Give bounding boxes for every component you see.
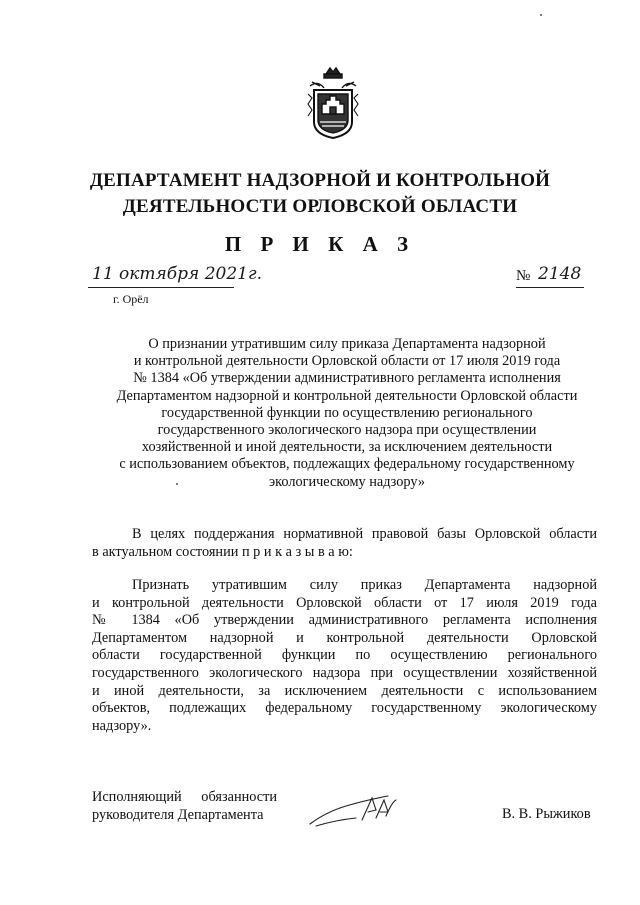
handwritten-number: 2148 bbox=[538, 264, 582, 284]
order-paragraph bbox=[92, 577, 597, 735]
subject-line: О признании утратившим силу приказа Департамента надзорной bbox=[148, 336, 546, 352]
subject-line: государственной функции по осуществлению регионального bbox=[161, 404, 533, 421]
scan-speck bbox=[540, 14, 542, 16]
order-line: и контрольной деятельности Орловской области от 17 июля 2019 года bbox=[92, 594, 597, 611]
signer-position-line: Исполняющий обязанности bbox=[92, 789, 277, 805]
scan-speck bbox=[176, 483, 178, 485]
signer-position-line: руководителя Департамента bbox=[92, 807, 264, 823]
handwritten-signature bbox=[306, 790, 406, 830]
department-title bbox=[0, 168, 640, 220]
subject-line: с использованием объектов, подлежащих федеральному государственному bbox=[119, 456, 575, 473]
signer-position bbox=[92, 788, 277, 824]
order-line: Признать утратившим силу приказ Департамента надзорной bbox=[132, 577, 597, 593]
number-label: № bbox=[516, 268, 531, 284]
document-type-title: П Р И К А З bbox=[224, 232, 416, 256]
preamble-line: В целях поддержания нормативной правовой базы Орловской области bbox=[132, 526, 597, 542]
subject-line: экологическому надзору» bbox=[269, 473, 425, 490]
subject-line: и контрольной деятельности Орловской области от 17 июля 2019 года bbox=[133, 353, 561, 370]
order-line: Департаментом надзорной и контрольной деятельности Орловской bbox=[92, 629, 597, 646]
handwritten-date: 11 октября 2021г. bbox=[92, 264, 262, 284]
order-line: объектов, подлежащих федеральному государственному экологическому bbox=[92, 700, 597, 717]
order-subject bbox=[94, 336, 600, 491]
subject-line: хозяйственной и иной деятельности, за исключением деятельности bbox=[141, 439, 553, 456]
order-line: и иной деятельности, за исключением деятельности с использованием bbox=[92, 682, 597, 699]
order-line: № 1384 «Об утверждении административного регламента исполнения bbox=[92, 612, 597, 629]
date-underline bbox=[88, 287, 234, 288]
order-line: области государственной функции по осуществлению регионального bbox=[92, 647, 597, 664]
number-underline bbox=[516, 287, 584, 288]
preamble-line: в актуальном состоянии п р и к а з ы в а ю: bbox=[92, 543, 353, 560]
department-title-line2: ДЕЯТЕЛЬНОСТИ ОРЛОВСКОЙ ОБЛАСТИ bbox=[122, 196, 518, 217]
order-line: надзору». bbox=[92, 717, 152, 734]
preamble-paragraph bbox=[92, 526, 597, 561]
subject-line: государственного экологического надзора при осуществлении bbox=[157, 422, 537, 439]
coat-of-arms-emblem bbox=[306, 64, 360, 140]
subject-line: № 1384 «Об утверждении административного регламента исполнения bbox=[133, 370, 561, 387]
city-label: г. Орёл bbox=[113, 292, 149, 306]
subject-line: Департаментом надзорной и контрольной деятельности Орловской области bbox=[116, 387, 578, 404]
department-title-line1: ДЕПАРТАМЕНТ НАДЗОРНОЙ И КОНТРОЛЬНОЙ bbox=[89, 170, 551, 191]
signer-name: В. В. Рыжиков bbox=[502, 806, 591, 822]
order-line: государственного экологического надзора при осуществлении хозяйственной bbox=[92, 664, 597, 681]
